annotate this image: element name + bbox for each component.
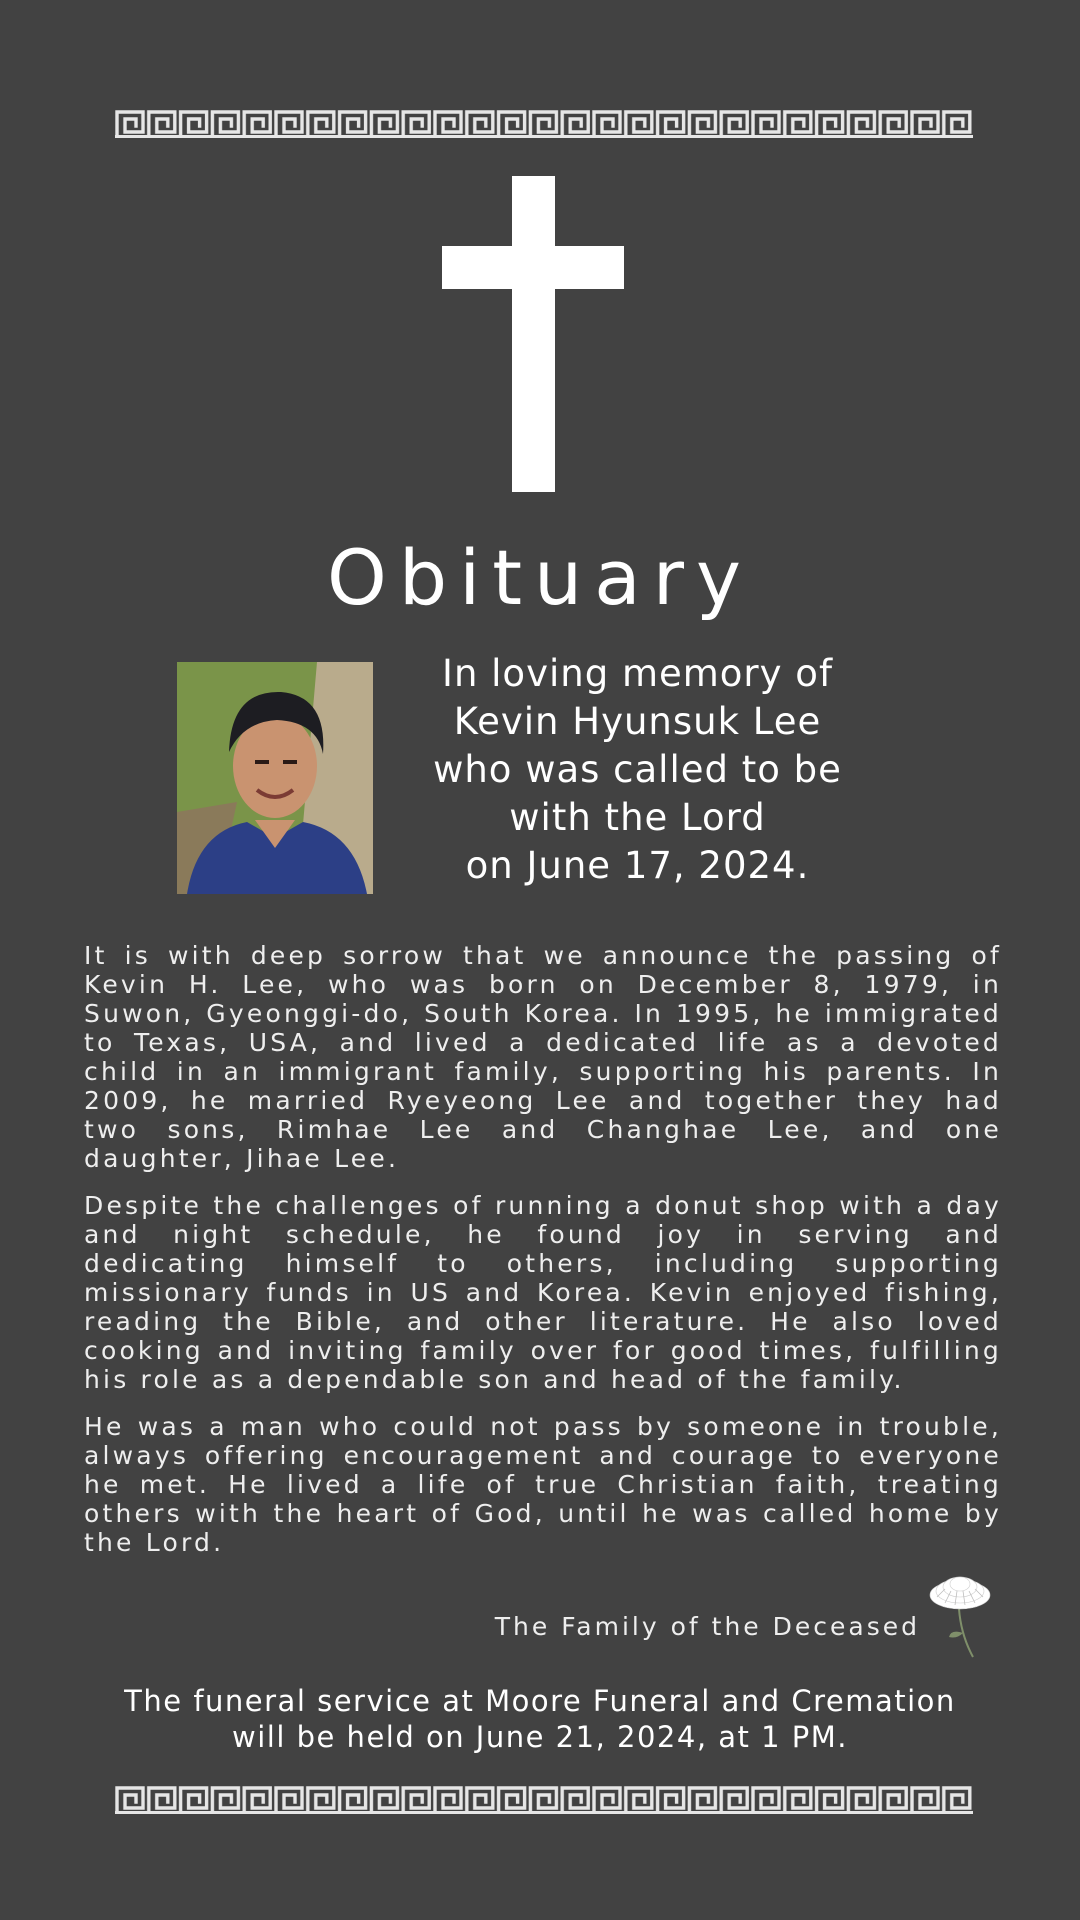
memorial-line: with the Lord	[509, 796, 766, 839]
signature: The Family of the Deceased	[494, 1612, 920, 1641]
service-line: will be held on June 21, 2024, at 1 PM.	[231, 1720, 849, 1754]
body-paragraph: Despite the challenges of running a donut shop with a day and night schedule, he found joy in serving and dedicating himself to others, including supporting missionary funds in US and Korea. Kevin enjoyed fishing, reading the Bible, and other literature. He also loved cooking and inviting family over for good times, fulfilling his role as a dependable son and head of the family.	[84, 1191, 1002, 1394]
memorial-line-name: Kevin Hyunsuk Lee	[453, 700, 822, 743]
service-line: The funeral service at Moore Funeral and Cremation	[124, 1684, 956, 1718]
body-paragraph: It is with deep sorrow that we announce the passing of Kevin H. Lee, who was born on December 8, 1979, in Suwon, Gyeonggi-do, South Korea. In 1995, he immigrated to Texas, USA, and lived a dedicated life as a devoted child in an immigrant family, supporting his parents. In 2009, he married Ryeyeong Lee and together they had two sons, Rimhae Lee and Changhae Lee, and one daughter, Jihae Lee.	[84, 941, 1002, 1173]
cross-icon	[442, 176, 624, 492]
greek-key-border-bottom	[115, 1784, 973, 1814]
chrysanthemum-icon	[925, 1575, 995, 1659]
funeral-service-info	[0, 1683, 1080, 1755]
memorial-line: who was called to be	[433, 748, 842, 791]
portrait-photo	[177, 662, 373, 894]
memorial-line: In loving memory of	[442, 652, 833, 695]
greek-key-border-top	[115, 108, 973, 138]
body-paragraph: He was a man who could not pass by someone in trouble, always offering encouragement and courage to everyone he met. He lived a life of true Christian faith, treating others with the heart of God, until he was called home by the Lord.	[84, 1412, 1002, 1557]
obituary-body	[84, 941, 1002, 1575]
memorial-line-date: on June 17, 2024.	[465, 844, 810, 887]
page-title: Obituary	[327, 533, 753, 622]
memorial-statement	[385, 650, 890, 890]
